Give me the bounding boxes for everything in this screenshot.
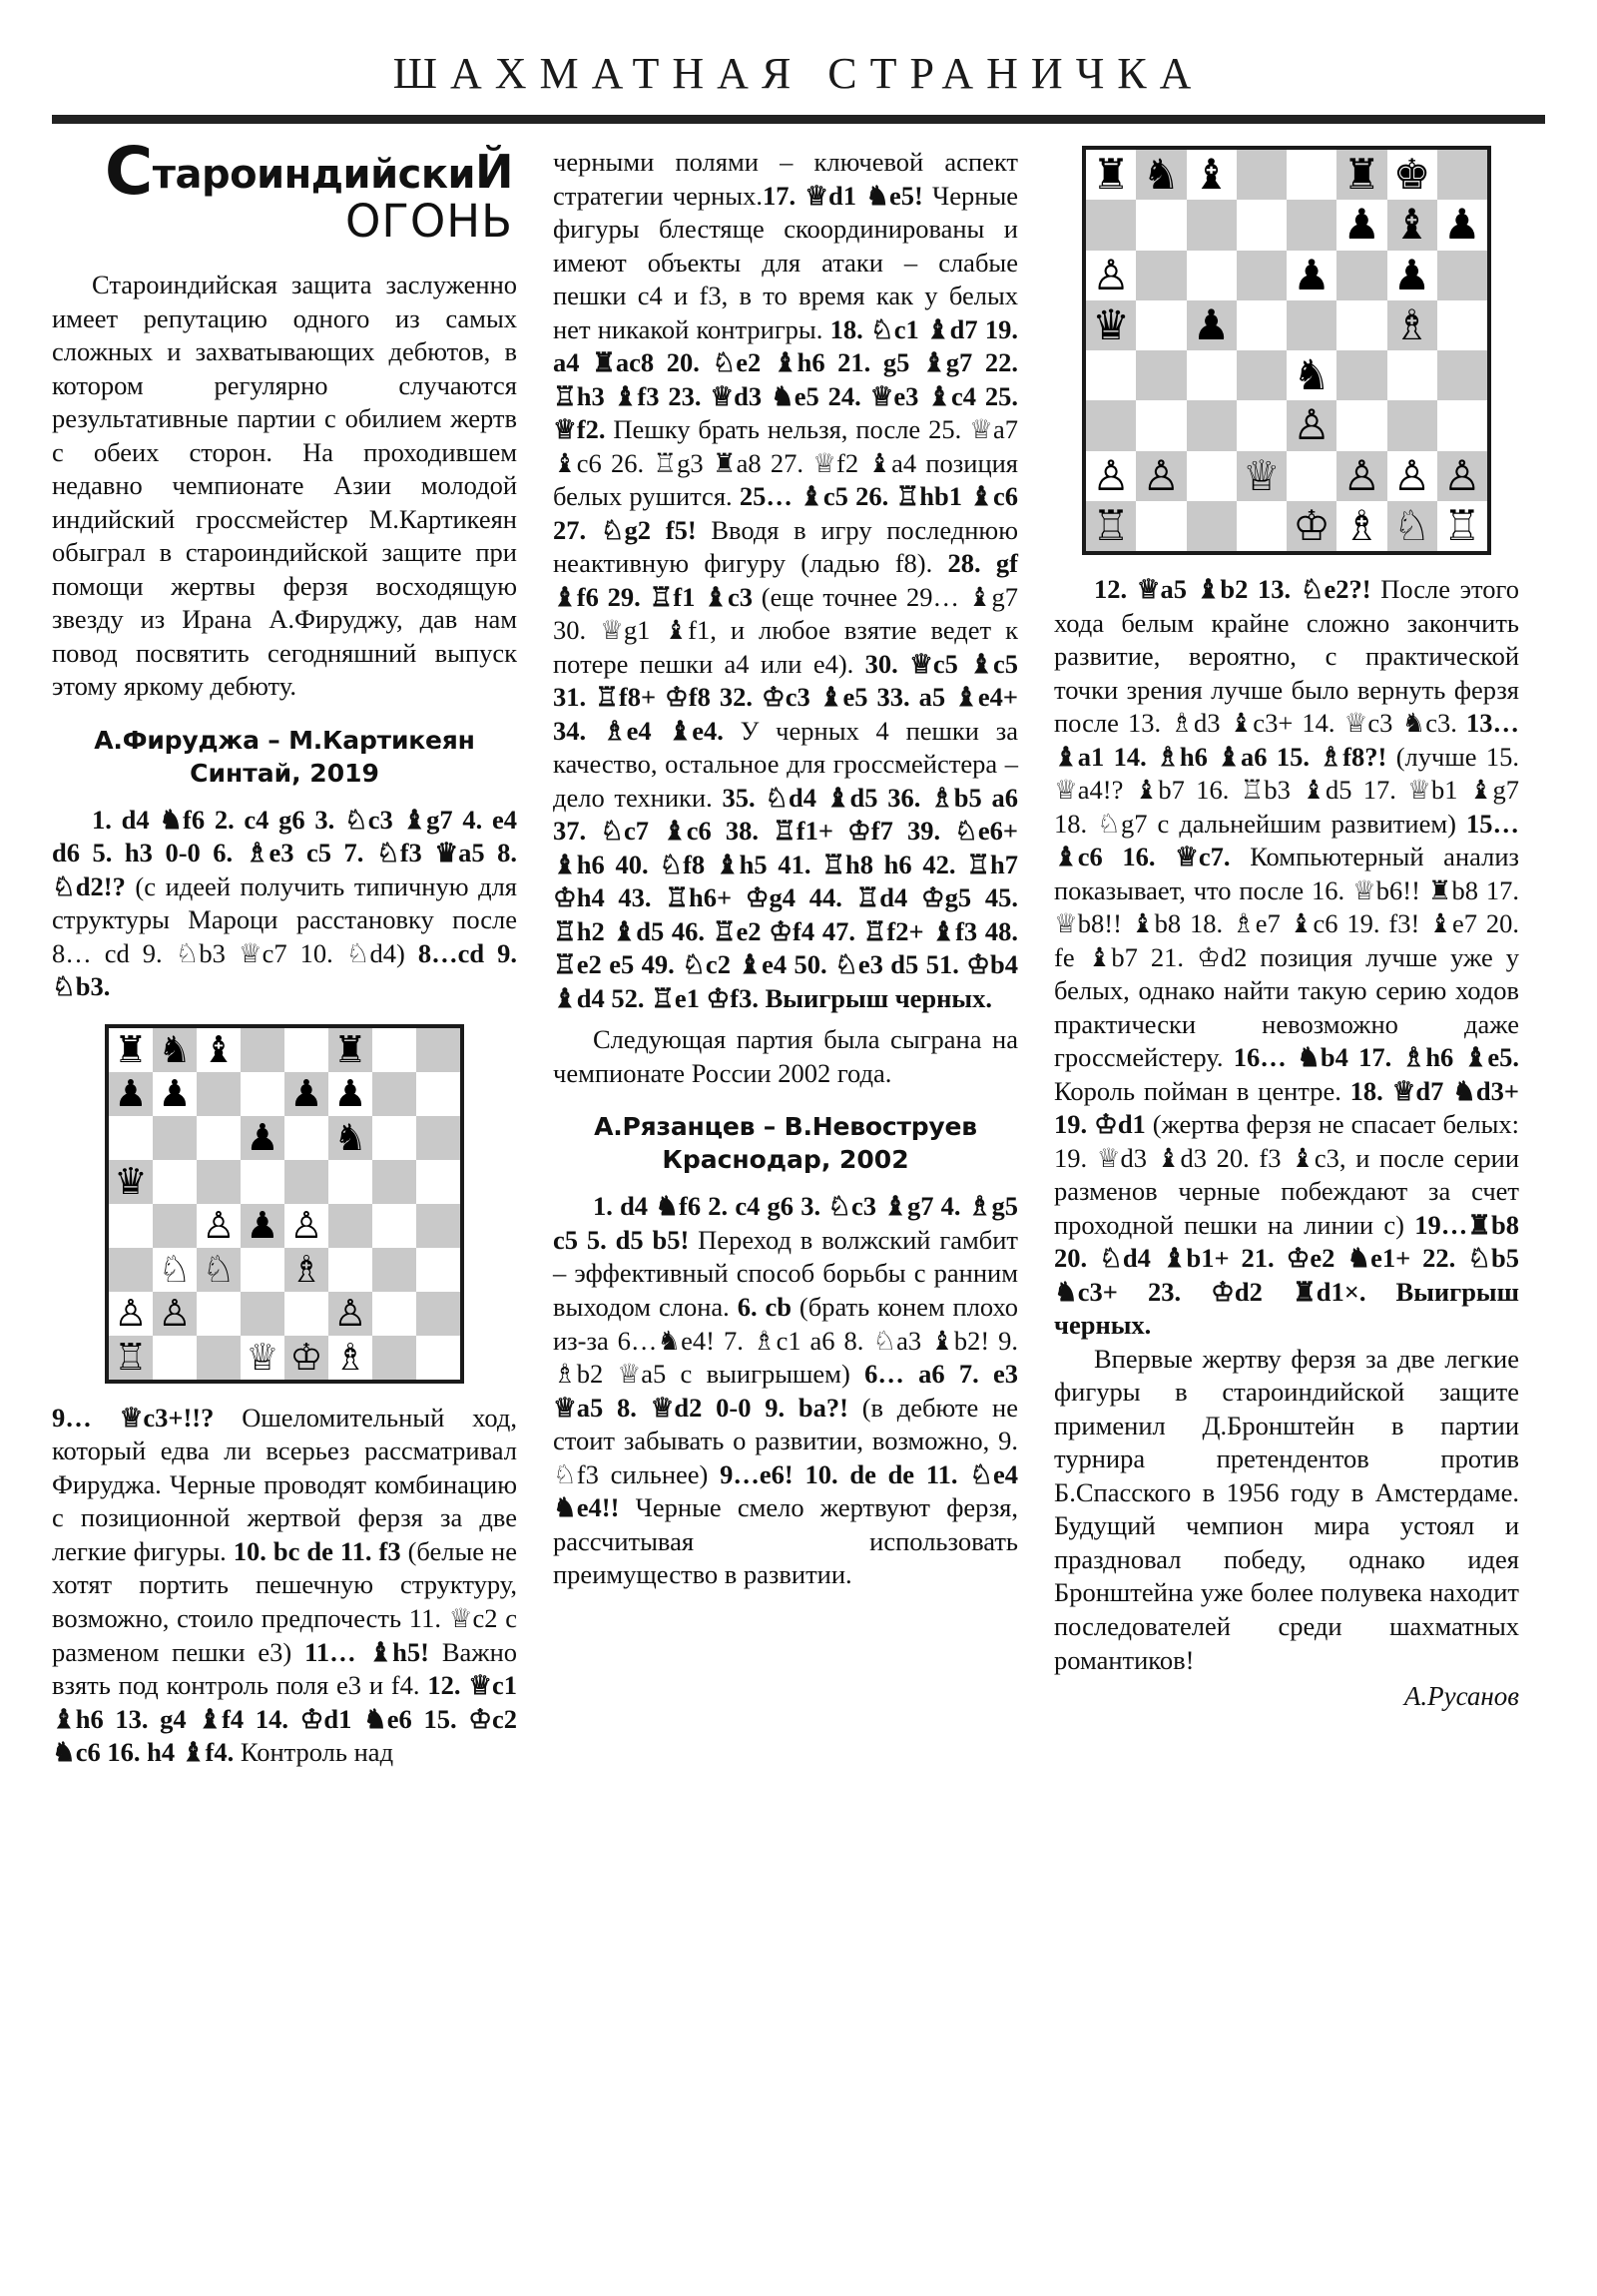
board-square — [416, 1292, 460, 1336]
note-11: (белые не хотят портить пешечную структуру, возможно, стоило предпочесть 11. ♕c2 с разменом пешки e3) — [52, 1535, 517, 1667]
board-square — [1336, 251, 1386, 300]
board-square — [241, 1072, 284, 1116]
black-bishop-icon: ♝ — [1392, 200, 1431, 250]
article-headline — [52, 133, 517, 248]
board-square — [1437, 150, 1487, 200]
black-bishop-icon: ♝ — [1192, 150, 1231, 200]
board-square — [1437, 200, 1487, 250]
black-queen-icon: ♛ — [114, 1160, 148, 1204]
game2-players: А.Рязанцев – В.Невоструев — [594, 1112, 977, 1142]
game2-event: Краснодар, 2002 — [662, 1145, 909, 1175]
black-knight-icon: ♞ — [1142, 150, 1181, 200]
board-square — [1287, 451, 1336, 501]
g2-moves-6: 6. cb — [737, 1291, 792, 1322]
masthead — [52, 0, 1545, 124]
board-square — [241, 1336, 284, 1380]
board-square — [1387, 400, 1437, 450]
board-square — [372, 1028, 416, 1072]
black-rook-icon: ♜ — [333, 1028, 367, 1072]
black-knight-icon: ♞ — [158, 1028, 192, 1072]
headline-mid: тароиндийски — [152, 152, 475, 198]
board-square — [1387, 251, 1437, 300]
drop-cap: С — [104, 133, 153, 210]
white-pawn-icon: ♙ — [1293, 400, 1331, 450]
board-square — [109, 1160, 153, 1204]
board-square — [1336, 300, 1386, 350]
board-square — [153, 1072, 197, 1116]
board-square — [1187, 501, 1237, 551]
board-square — [328, 1028, 372, 1072]
board-square — [284, 1160, 328, 1204]
board-square — [1237, 451, 1287, 501]
board-square — [109, 1248, 153, 1292]
board-square — [241, 1292, 284, 1336]
board-square — [416, 1204, 460, 1248]
black-rook-icon: ♜ — [1092, 150, 1130, 200]
game2-opening-moves — [553, 1190, 1018, 1591]
black-pawn-icon: ♟ — [1192, 299, 1231, 349]
text-blacksquares: Контроль над — [240, 1737, 394, 1768]
board-square — [372, 1292, 416, 1336]
moves-10-11: 10. bc de 11. f3 — [233, 1535, 401, 1566]
board-square — [1387, 350, 1437, 400]
white-bishop-icon: ♗ — [1392, 299, 1431, 349]
board-square — [1387, 150, 1437, 200]
g2-note-19: (жертва ферзя не спасает белых: 19. ♕d3 ♝d3 20. f3 ♝c3, и после серии разменов черные побеждают за счет проходной пешки на линии c) — [1054, 1109, 1519, 1240]
board-square — [109, 1028, 153, 1072]
game2-continuation — [1054, 573, 1519, 1343]
board-square — [1387, 451, 1437, 501]
board-square — [284, 1292, 328, 1336]
black-pawn-icon: ♟ — [114, 1072, 148, 1116]
column-right — [1054, 146, 1519, 1712]
board-square — [1187, 451, 1237, 501]
black-king-icon: ♚ — [1392, 150, 1431, 200]
board-square — [328, 1072, 372, 1116]
board-square — [1237, 200, 1287, 250]
board-square — [197, 1028, 241, 1072]
g2-note-6: (брать конем плохо из-за 6…♞e4! 7. ♗c1 a6 8. ♘a3 ♝b2! 9. ♗b2 ♕a5 с выигрышем) — [553, 1291, 1019, 1390]
board-square — [1136, 150, 1186, 200]
text-34: У черных 4 пешки за качество, остальное для гроссмейстера – дело техники. — [553, 715, 1018, 813]
black-pawn-icon: ♟ — [1342, 200, 1381, 250]
board-square — [197, 1116, 241, 1160]
black-rook-icon: ♜ — [1342, 150, 1381, 200]
black-pawn-icon: ♟ — [1443, 200, 1481, 250]
chess-diagram-2 — [1082, 146, 1491, 555]
white-pawn-icon: ♙ — [1092, 450, 1130, 500]
text-17: Черные фигуры блестяще скоординированы и имеют объекты для атаки – слабые пешки c4 и f3, в то время как у белых нет никакой контригры. — [553, 180, 1019, 344]
board-square — [416, 1336, 460, 1380]
board-square — [1287, 200, 1336, 250]
board-square — [1136, 251, 1186, 300]
g2-moves-1-5: 1. d4 ♞f6 2. c4 g6 3. ♘c3 ♝g7 4. ♗g5 c5 5. d5 b5! — [553, 1191, 1018, 1255]
board-square — [1136, 400, 1186, 450]
board-square — [1237, 150, 1287, 200]
board-square — [1136, 200, 1186, 250]
board-square — [372, 1248, 416, 1292]
board-square — [109, 1204, 153, 1248]
game1-mid-continuation — [553, 146, 1018, 1015]
moves-35-52: 35. ♘d4 ♝d5 36. ♗b5 a6 37. ♘c7 ♝c6 38. ♖f1+ ♔f7 39. ♘e6+ ♝h6 40. ♘f8 ♝h5 41. ♖h8 h6 42. ♖h7 ♔h4 43. ♖h6+ ♔g4 44. ♖d4 ♔g5 45. ♖h2 ♝d5 46. ♖e2 ♔f4 47. ♖f2+ ♝f3 48. ♖e2 e5 49. ♘c2 ♝e4 50. ♘e3 d5 51. ♔b4 ♝d4 52. ♖e1 ♔f3. — [553, 782, 1018, 1013]
white-pawn-icon: ♙ — [333, 1292, 367, 1336]
g2-text-13: После этого хода белым крайне сложно закончить развитие, вероятно, с практической точки зрения лучше было вернуть ферзя после 13. ♗d3 ♝c3+ 14. ♕c3 ♞c3. — [1054, 574, 1519, 739]
black-pawn-icon: ♟ — [246, 1204, 279, 1248]
board-square — [1437, 501, 1487, 551]
board-square — [416, 1072, 460, 1116]
moves-28-29: 28. gf ♝f6 29. ♖f1 ♝c3 — [553, 548, 1018, 612]
white-queen-icon: ♕ — [246, 1336, 279, 1380]
moves-17: 17. ♕d1 ♞e5! — [762, 180, 923, 211]
text-27: Вводя в игру последнюю неактивную фигуру (ладью f8). — [553, 514, 1018, 579]
board-square — [109, 1116, 153, 1160]
white-pawn-icon: ♙ — [1392, 450, 1431, 500]
board-square — [372, 1336, 416, 1380]
moves-text: 1. d4 ♞f6 2. c4 g6 3. ♘c3 ♝g7 4. e4 d6 5. h3 0-0 6. ♗e3 c5 7. ♘f3 ♛a5 8. ♘d2!? — [52, 804, 517, 901]
board-square — [241, 1248, 284, 1292]
board-square — [372, 1072, 416, 1116]
board-square — [153, 1336, 197, 1380]
board-square — [153, 1204, 197, 1248]
board-square — [1086, 451, 1136, 501]
board-square — [197, 1292, 241, 1336]
board-square — [241, 1204, 284, 1248]
closing-paragraph: Впервые жертву ферзя за две легкие фигуры в староиндийской защите применил Д.Бронштейн в партии турнира претендентов против Б.Спасского в 1956 году в Амстердаме. Будущий чемпион мира устоял и праздновал победу, однако идея Бронштейна уже более полувека находит последователей среди шахматных романтиков! — [1054, 1343, 1519, 1675]
g2-text-11: Черные смело жертвуют ферзя, рассчитывая использовать преимущество в развитии. — [553, 1492, 1018, 1590]
moves-18-25: 18. ♘c1 ♝d7 19. a4 ♜ac8 20. ♘e2 ♝h6 21. g5 ♝g7 22. ♖h3 ♝f3 23. ♕d3 ♞e5 24. ♕e3 ♝c4 25. ♕f2. — [553, 313, 1019, 445]
board-square — [1237, 300, 1287, 350]
note-29: (еще точнее 29… ♝g7 30. ♕g1 ♝f1, и любое взятие ведет к потере пешки a4 или e4). — [553, 581, 1019, 679]
g2-moves-19b-23: 19…♜b8 20. ♘d4 ♝b1+ 21. ♔e2 ♞e1+ 22. ♘b5 ♞c3+ 23. ♔d2 ♜d1×. — [1054, 1209, 1520, 1307]
bridge-paragraph: Следующая партия была сыграна на чемпионате России 2002 года. — [553, 1024, 1018, 1088]
board-square — [197, 1072, 241, 1116]
g2-moves-18-19: 18. ♕d7 ♞d3+ 19. ♔d1 — [1054, 1075, 1520, 1140]
three-column-layout — [52, 133, 1545, 1770]
board-square — [153, 1160, 197, 1204]
board-square — [109, 1336, 153, 1380]
game1-event: Синтай, 2019 — [190, 758, 379, 788]
board-square — [1237, 251, 1287, 300]
chess-diagram-1 — [105, 1024, 464, 1384]
intro-paragraph: Староиндийская защита заслуженно имеет репутацию одного из самых сложных и захватывающих дебютов, в котором регулярно случаются результативные партии с обилием жертв с обеих сторон. На проходившем недавно чемпионате Азии молодой индийский гроссмейстер М.Картикеян обыграл в староиндийской защите при помощи жертвы ферзя восходящую звезду из Ирана А.Фируджу, дав нам повод посвятить сегодняшний выпуск этому яркому дебюту. — [52, 270, 517, 702]
board-square — [1187, 300, 1237, 350]
board-square — [1237, 400, 1287, 450]
white-pawn-icon: ♙ — [158, 1292, 192, 1336]
masthead-divider — [52, 115, 1545, 124]
black-pawn-icon: ♟ — [246, 1116, 279, 1160]
text-blacksquares-cont: черными полями – ключевой аспект стратегии черных. — [553, 147, 1018, 211]
white-knight-icon: ♘ — [1392, 500, 1431, 550]
text-25: Пешку брать нельзя, после 25. ♕a7 ♝c6 26. ♖g3 ♜a8 27. ♕f2 ♝a4 позиция белых рушится. — [553, 414, 1018, 512]
board-square — [328, 1204, 372, 1248]
board-square — [1437, 350, 1487, 400]
board-square — [1287, 350, 1336, 400]
board-square — [1187, 200, 1237, 250]
board-square — [1086, 400, 1136, 450]
g2-moves-16b-17: 16… ♞b4 17. ♗h6 ♝e5. — [1233, 1042, 1519, 1073]
board-square — [241, 1116, 284, 1160]
board-square — [284, 1336, 328, 1380]
board-square — [1437, 400, 1487, 450]
black-bishop-icon: ♝ — [202, 1028, 236, 1072]
board-square — [153, 1116, 197, 1160]
board-square — [328, 1248, 372, 1292]
board-square — [1086, 251, 1136, 300]
board-square — [284, 1072, 328, 1116]
white-pawn-icon: ♙ — [1443, 450, 1481, 500]
white-pawn-icon: ♙ — [1142, 450, 1181, 500]
white-pawn-icon: ♙ — [202, 1204, 236, 1248]
board-square — [284, 1116, 328, 1160]
board-square — [328, 1116, 372, 1160]
g2-moves-15b-16: 15… ♝c6 16. ♕c7. — [1054, 808, 1519, 872]
board-square — [1336, 451, 1386, 501]
moves-note: (с идеей получить типичную для структуры Мароци расстановку после 8… cd 9. ♘b3 ♕c7 10. ♘d4) — [52, 870, 517, 968]
board-square — [109, 1292, 153, 1336]
board-square — [1187, 251, 1237, 300]
white-knight-icon: ♘ — [202, 1248, 236, 1292]
game1-continuation — [52, 1402, 517, 1770]
white-rook-icon: ♖ — [114, 1336, 148, 1380]
board-square — [197, 1204, 241, 1248]
g2-note-9: (в дебюте не стоит забывать о развитии, возможно, 9. ♘f3 сильнее) — [553, 1392, 1018, 1489]
moves-12-16: 12. ♕c1 ♝h6 13. g4 ♝f4 14. ♔d1 ♞e6 15. ♔c2 ♞c6 16. h4 ♝f4. — [52, 1670, 518, 1768]
g2-moves-13b-15: 13… ♝a1 14. ♗h6 ♝a6 15. ♗f8?! — [1054, 708, 1519, 772]
g2-moves-12-13: 12. ♕a5 ♝b2 13. ♘e2?! — [1094, 574, 1371, 604]
board-square — [153, 1028, 197, 1072]
author-signature: А.Русанов — [1403, 1681, 1519, 1712]
white-pawn-icon: ♙ — [114, 1292, 148, 1336]
column-left — [52, 133, 518, 1770]
white-knight-icon: ♘ — [158, 1248, 192, 1292]
board-square — [1136, 501, 1186, 551]
board-square — [1237, 501, 1287, 551]
board-square — [372, 1204, 416, 1248]
board-square — [1136, 300, 1186, 350]
black-knight-icon: ♞ — [333, 1116, 367, 1160]
board-square — [416, 1160, 460, 1204]
board-square — [197, 1160, 241, 1204]
board-square — [284, 1028, 328, 1072]
g2-text-16: Компьютерный анализ показывает, что после 16. ♕b6!! ♜b8 17. ♕b8!! ♝b8 18. ♗e7 ♝c6 19. f3! ♝e7 20. fe ♝b7 21. ♔d2 позиция лучше уже у белых, однако найти такую серию ходов практически невозможно даже гроссмейстеру. — [1054, 842, 1519, 1073]
board-square — [372, 1160, 416, 1204]
black-knight-icon: ♞ — [1293, 350, 1331, 400]
chess-diagram-2-wrapper — [1054, 146, 1519, 555]
white-queen-icon: ♕ — [1243, 450, 1281, 500]
white-bishop-icon: ♗ — [289, 1248, 323, 1292]
board-square — [1086, 501, 1136, 551]
commentary: Ошеломительный ход, который едва ли всерьез рассматривал Фируджа. Черные проводят комбинацию с позиционной жертвой ферзя за две легкие фигуры. — [52, 1402, 517, 1566]
board-square — [153, 1248, 197, 1292]
board-square — [241, 1028, 284, 1072]
board-square — [1086, 350, 1136, 400]
board-square — [1287, 300, 1336, 350]
moves-30-34: 30. ♕c5 ♝c5 31. ♖f8+ ♔f8 32. ♔c3 ♝e5 33. a5 ♝e4+ 34. ♗e4 ♝e4. — [553, 648, 1019, 746]
game1-opening-moves — [52, 804, 517, 1004]
game2-result: Выигрыш черных. — [1054, 1276, 1519, 1341]
board-square — [1437, 300, 1487, 350]
black-queen-icon: ♛ — [1092, 299, 1130, 349]
board-square — [372, 1116, 416, 1160]
board-square — [197, 1248, 241, 1292]
board-square — [1136, 350, 1186, 400]
black-pawn-icon: ♟ — [1392, 250, 1431, 299]
white-rook-icon: ♖ — [1092, 500, 1130, 550]
moves-25b-27: 25… ♝c5 26. ♖hb1 ♝c6 27. ♘g2 f5! — [553, 481, 1018, 545]
column-middle — [553, 146, 1018, 1592]
board-square — [1136, 451, 1186, 501]
board-square — [1387, 300, 1437, 350]
board-square — [1287, 400, 1336, 450]
white-pawn-icon: ♙ — [289, 1204, 323, 1248]
board-square — [328, 1336, 372, 1380]
game1-result: Выигрыш черных. — [765, 982, 992, 1013]
white-king-icon: ♔ — [289, 1336, 323, 1380]
black-pawn-icon: ♟ — [1293, 250, 1331, 299]
white-rook-icon: ♖ — [1443, 500, 1481, 550]
white-pawn-icon: ♙ — [1092, 250, 1130, 299]
board-square — [1187, 150, 1237, 200]
board-square — [416, 1116, 460, 1160]
g2-moves-6b-9: 6… a6 7. e3 ♕a5 8. ♕d2 0-0 9. ba?! — [553, 1359, 1019, 1423]
move-highlight: 9… ♕c3+!!? — [52, 1402, 215, 1433]
board-square — [1336, 350, 1386, 400]
board-square — [1387, 501, 1437, 551]
board-square — [1187, 350, 1237, 400]
text-e3f4: Важно взять под контроль поля e3 и f4. — [52, 1636, 518, 1701]
game1-players: А.Фируджа – М.Картикеян — [94, 725, 475, 755]
g2-note-15: (лучше 15. ♕a4!? ♝b7 16. ♖b3 ♝d5 17. ♕b1 ♝g7 18. ♘g7 с дальнейшим развитием) — [1054, 741, 1520, 839]
board-square — [328, 1292, 372, 1336]
board-square — [284, 1248, 328, 1292]
board-square — [1336, 501, 1386, 551]
board-square — [1237, 350, 1287, 400]
moves-11b: 11… ♝h5! — [304, 1636, 429, 1667]
board-square — [416, 1028, 460, 1072]
board-square — [1287, 501, 1336, 551]
board-square — [1387, 200, 1437, 250]
headline-tail: Й — [475, 145, 513, 199]
black-pawn-icon: ♟ — [333, 1072, 367, 1116]
headline-line-1 — [52, 133, 513, 210]
board-square — [284, 1204, 328, 1248]
board-square — [328, 1160, 372, 1204]
board-square — [1336, 400, 1386, 450]
page-title: ШАХМАТНАЯ СТРАНИЧКА — [392, 49, 1205, 98]
g2-text-17: Король пойман в центре. — [1054, 1075, 1341, 1106]
board-square — [1086, 150, 1136, 200]
g2-text-5: Переход в волжский гамбит – эффективный способ борьбы с ранним выходом слона. — [553, 1224, 1018, 1322]
moves-text-2: 8…cd 9. ♘b3. — [52, 937, 517, 1002]
board-square — [241, 1160, 284, 1204]
board-square — [1336, 150, 1386, 200]
chess-diagram-1-wrapper — [52, 1024, 517, 1384]
board-square — [1287, 251, 1336, 300]
board-square — [1086, 200, 1136, 250]
board-square — [1336, 200, 1386, 250]
board-square — [1437, 251, 1487, 300]
black-rook-icon: ♜ — [114, 1028, 148, 1072]
board-square — [197, 1336, 241, 1380]
board-square — [1437, 451, 1487, 501]
white-king-icon: ♔ — [1293, 500, 1331, 550]
black-pawn-icon: ♟ — [158, 1072, 192, 1116]
headline-line-2: ОГОНЬ — [345, 194, 513, 248]
white-bishop-icon: ♗ — [1342, 500, 1381, 550]
board-square — [109, 1072, 153, 1116]
board-square — [153, 1292, 197, 1336]
board-square — [1187, 400, 1237, 450]
board-square — [1287, 150, 1336, 200]
white-bishop-icon: ♗ — [333, 1336, 367, 1380]
white-pawn-icon: ♙ — [1342, 450, 1381, 500]
black-pawn-icon: ♟ — [289, 1072, 323, 1116]
g2-moves-9b-11: 9…e6! 10. de de 11. ♘e4 ♞e4!! — [553, 1458, 1018, 1523]
board-square — [1086, 300, 1136, 350]
board-square — [416, 1248, 460, 1292]
